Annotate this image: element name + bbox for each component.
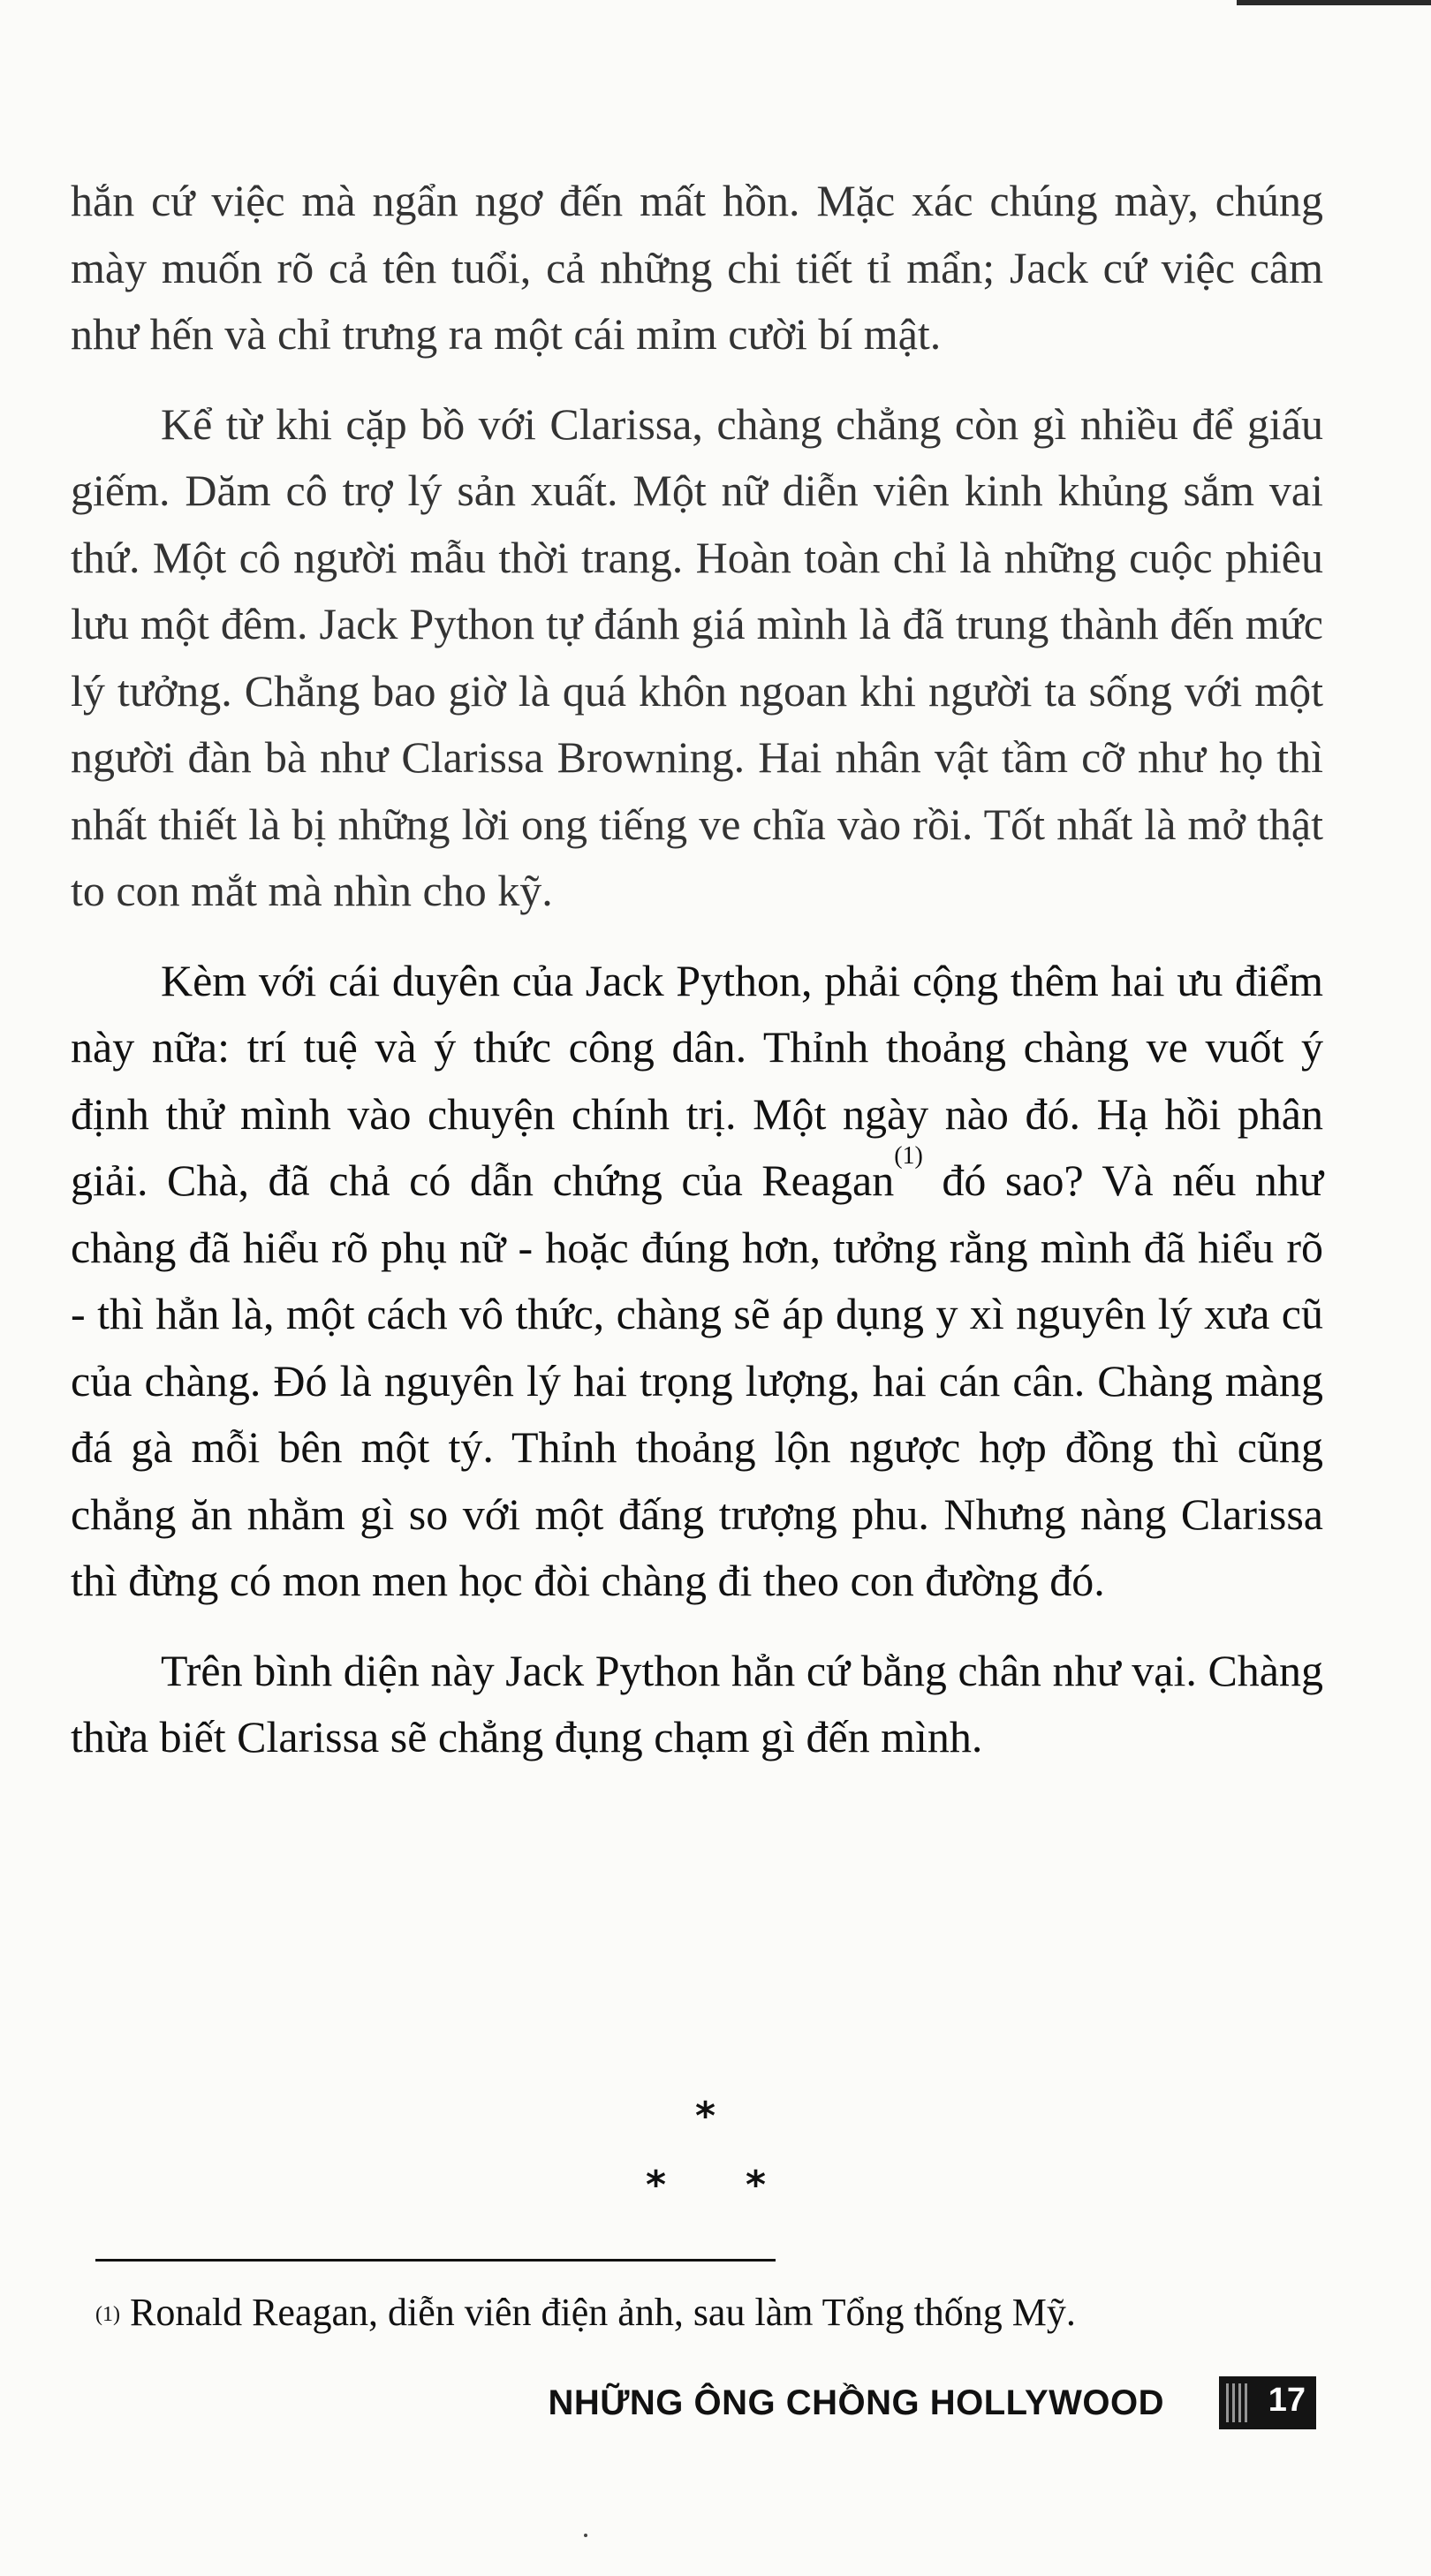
paragraph-3-after: đó sao? Và nếu như chàng đã hiểu rõ phụ nữ - hoặc đúng hơn, tưởng rằng mình đã hiểu rõ - thì hẳn là, một cách vô thức, chàng sẽ áp dụng y xì nguyên lý xưa cũ của chàng. Đó là nguyên lý hai trọng lượng, hai cán cân. Chàng màng đá gà mỗi bên một tý. Thỉnh thoảng lộn ngược hợp đồng thì cũng chẳng ăn nhằm gì so với một đấng trượng phu. Nhưng nàng Clarissa thì đừng có mon men học đòi chàng đi theo con đường đó.	[71, 1155, 1323, 1605]
footnote-reference: (1)	[894, 1142, 923, 1170]
page-footer	[0, 2376, 1431, 2438]
paragraph-4: Trên bình diện này Jack Python hẳn cứ bằng chân như vại. Chàng thừa biết Clarissa sẽ chẳng đụng chạm gì đến mình.	[71, 1645, 1323, 1762]
footnote	[95, 2288, 1314, 2337]
print-speck	[584, 2534, 587, 2537]
asterisk-left: *	[646, 2163, 667, 2208]
paragraph-1: hắn cứ việc mà ngẩn ngơ đến mất hồn. Mặc xác chúng mày, chúng mày muốn rõ cả tên tuổi, cả những chi tiết tỉ mẩn; Jack cứ việc câm như hến và chỉ trưng ra một cái mỉm cười bí mật.	[71, 176, 1323, 359]
top-edge-rule	[1237, 0, 1431, 5]
paragraph-3-before: Kèm với cái duyên của Jack Python, phải cộng thêm hai ưu điểm này nữa: trí tuệ và ý thức công dân. Thỉnh thoảng chàng ve vuốt ý định thử mình vào chuyện chính trị. Một ngày nào đó. Hạ hồi phân giải. Chà, đã chả có dẫn chứng của Reagan	[71, 955, 1323, 1205]
asterisk-top: *	[695, 2094, 716, 2139]
footnote-marker: (1)	[95, 2303, 120, 2326]
barcode-mark-icon	[1226, 2383, 1249, 2422]
footnote-rule	[95, 2259, 776, 2262]
footnote-text: Ronald Reagan, diễn viên điện ảnh, sau làm Tổng thống Mỹ.	[119, 2291, 1076, 2334]
body-text	[71, 168, 1323, 1794]
page-number: 17	[1268, 2382, 1306, 2419]
paragraph-3	[71, 948, 1323, 1615]
paragraph-2: Kể từ khi cặp bồ với Clarissa, chàng chẳng còn gì nhiều để giấu giếm. Dăm cô trợ lý sản xuất. Một nữ diễn viên kinh khủng sắm vai thứ. Một cô người mẫu thời trang. Hoàn toàn chỉ là những cuộc phiêu lưu một đêm. Jack Python tự đánh giá mình là đã trung thành đến mức lý tưởng. Chẳng bao giờ là quá khôn ngoan khi người ta sống với một người đàn bà như Clarissa Browning. Hai nhân vật tầm cỡ như họ thì nhất thiết là bị những lời ong tiếng ve chĩa vào rồi. Tốt nhất là mở thật to con mắt mà nhìn cho kỹ.	[71, 398, 1323, 915]
running-title: NHỮNG ÔNG CHỒNG HOLLYWOOD	[548, 2383, 1164, 2422]
section-separator	[0, 2085, 1431, 2208]
page-number-box	[1219, 2376, 1316, 2429]
asterisk-right: *	[746, 2163, 767, 2208]
